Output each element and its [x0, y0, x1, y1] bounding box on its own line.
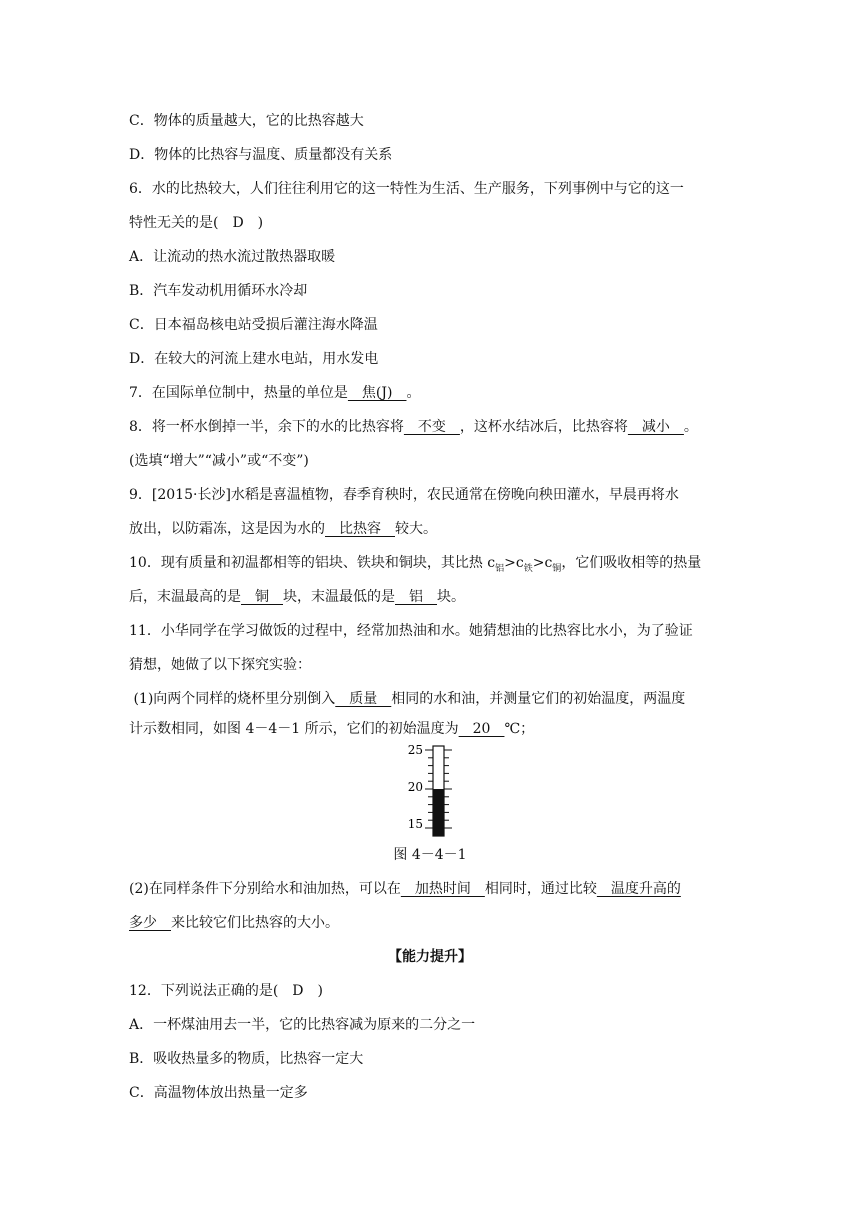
thermometer-label-25: 25	[407, 743, 423, 757]
question-6-line1: 6．水的比热较大，人们往往利用它的这一特性为生活、生产服务，下列事例中与它的这一	[129, 181, 684, 197]
q6-option-d: D．在较大的河流上建水电站，用水发电	[129, 351, 379, 367]
question-9-line2: 放出，以防霜冻，这是因为水的 比热容 较大。	[129, 521, 437, 537]
question-6-line2: 特性无关的是( D )	[129, 215, 264, 231]
q6-option-c: C．日本福岛核电站受损后灌注海水降温	[129, 317, 378, 333]
question-8-line1: 8．将一杯水倒掉一半，余下的水的比热容将 不变 ，这杯水结冰后，比热容将 减小 。	[129, 419, 698, 435]
figure-caption: 图 4－4－1	[393, 847, 467, 863]
question-10-line1: 10．现有质量和初温都相等的铝块、铁块和铜块，其比热 $c_铝>c_铁>c_铜$，它们吸收相等的热量	[129, 555, 702, 574]
q12-option-a: A．一杯煤油用去一半，它的比热容减为原来的二分之一	[129, 1017, 476, 1033]
q6-option-b: B．汽车发动机用循环水冷却	[129, 283, 308, 299]
q8-answer-2: 减小	[627, 419, 684, 435]
question-11-part1-line1: (1)向两个同样的烧杯里分别倒入 质量 相同的水和油，并测量它们的初始温度，两温度	[129, 691, 686, 707]
thermometer-label-15: 15	[407, 817, 423, 831]
question-7: 7．在国际单位制中，热量的单位是 焦(J) 。	[129, 385, 421, 401]
q6-option-a: A．让流动的热水流过散热器取暖	[129, 249, 336, 265]
q9-answer: 比热容	[325, 521, 395, 537]
q12-option-b: B．吸收热量多的物质，比热容一定大	[129, 1051, 364, 1067]
q11-answer-heating-time: 加热时间	[400, 881, 485, 897]
option-d-q5: D．物体的比热容与温度、质量都没有关系	[129, 147, 393, 163]
q11-answer-mass: 质量	[335, 691, 392, 707]
q7-answer: 焦(J)	[347, 385, 407, 401]
question-11-line2: 猜想，她做了以下探究实验：	[129, 657, 311, 673]
option-c-q5: C．物体的质量越大，它的比热容越大	[129, 113, 364, 129]
thermometer-figure	[395, 740, 465, 840]
question-11-part1-line2: 计示数相同，如图 4－4－1 所示，它们的初始温度为 20 ℃；	[129, 721, 535, 737]
question-8-line2: (选填“增大”“减小”或“不变”)	[129, 453, 309, 469]
question-10-line2: 后，末温最高的是 铜 块，末温最低的是 铝 块。	[129, 589, 465, 605]
question-11-part2-line2: 多少 来比较它们比热容的大小。	[129, 915, 339, 931]
thermometer-liquid	[433, 789, 444, 836]
thermometer-label-20: 20	[407, 780, 423, 794]
question-9-line1: 9．[2015·长沙]水稻是喜温植物，春季育秧时，农民通常在傍晚向秧田灌水，早晨再将水	[129, 487, 679, 503]
section-heading: 【能力提升】	[388, 949, 472, 965]
q10-answer-1: 铜	[241, 589, 283, 605]
q11-answer-temp-rise-1: 温度升高的	[596, 881, 681, 897]
question-11-line1: 11．小华同学在学习做饭的过程中，经常加热油和水。她猜想油的比热容比水小，为了验证	[129, 623, 693, 639]
question-12: 12．下列说法正确的是( D )	[129, 983, 323, 999]
q10-answer-2: 铝	[395, 589, 437, 605]
q11-answer-temp: 20	[458, 721, 505, 737]
q8-answer-1: 不变	[403, 419, 460, 435]
q12-option-c: C．高温物体放出热量一定多	[129, 1085, 308, 1101]
question-11-part2-line1: (2)在同样条件下分别给水和油加热，可以在 加热时间 相同时，通过比较 温度升高的	[129, 881, 681, 897]
q11-answer-temp-rise-2: 多少	[129, 915, 171, 931]
